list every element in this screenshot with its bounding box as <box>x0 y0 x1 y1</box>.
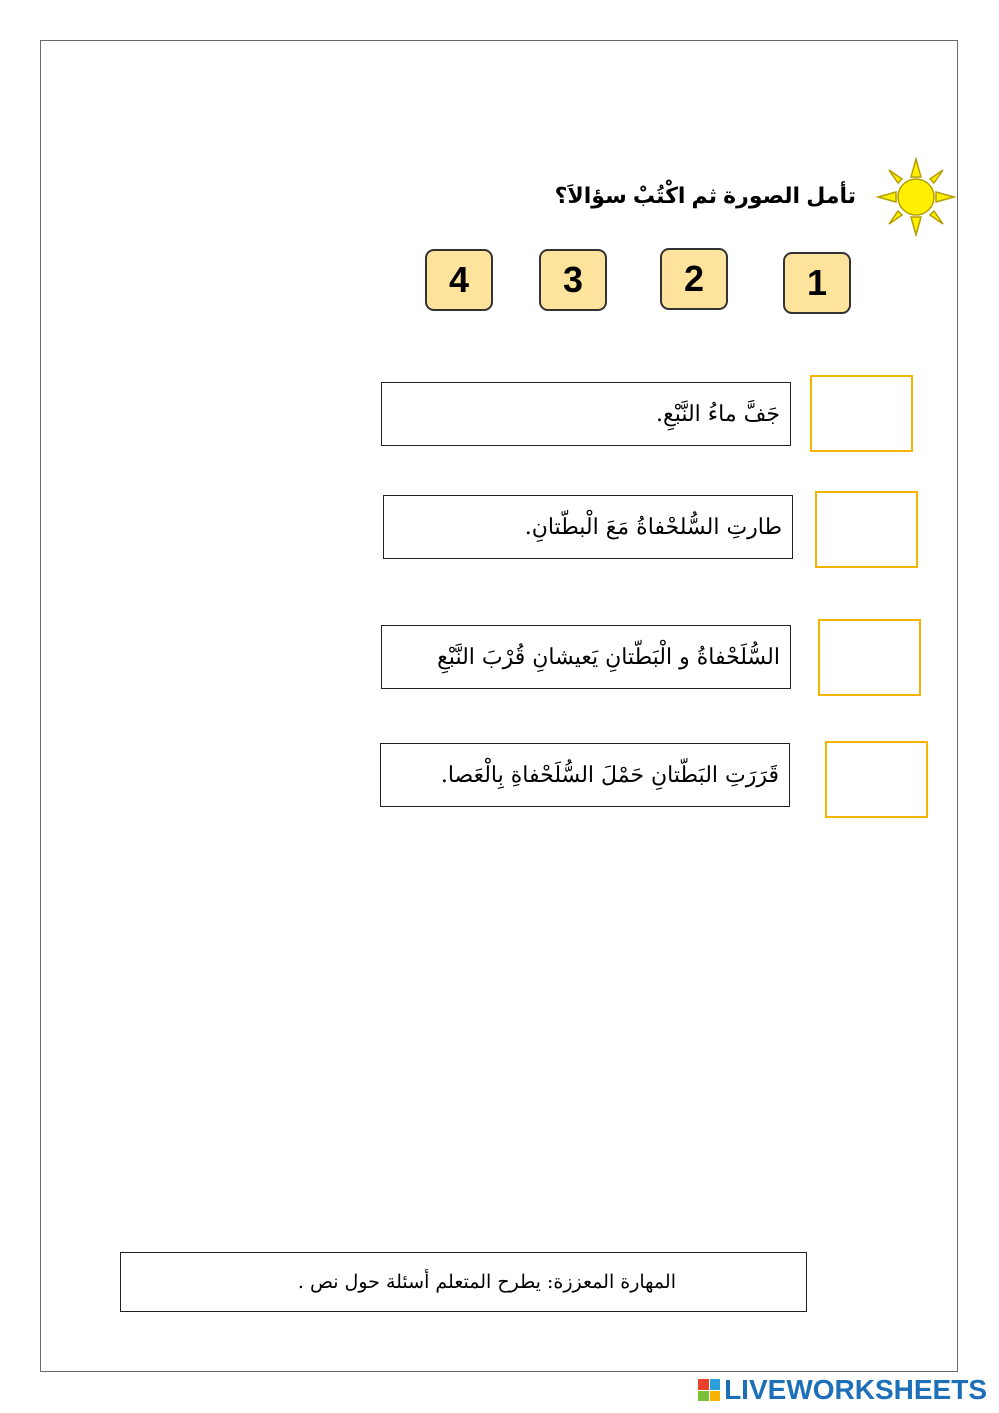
page-title: تأمل الصورة ثم اكْتُبْ سؤالاَ؟ <box>554 183 856 208</box>
logo-mark-icon <box>698 1379 720 1401</box>
answer-box-3[interactable] <box>818 619 921 696</box>
number-button-1[interactable]: 1 <box>783 252 851 314</box>
number-button-3[interactable]: 3 <box>539 249 607 311</box>
answer-box-1[interactable] <box>810 375 913 452</box>
skill-note: المهارة المعززة: يطرح المتعلم أسئلة حول نص . <box>120 1252 807 1312</box>
sentence-4: قَرَرَتِ البَطّتانِ حَمْلَ السُّلَحْفاةِ بِالْعَصا. <box>380 743 790 807</box>
sun-icon <box>876 157 956 237</box>
liveworksheets-logo[interactable] <box>698 1373 987 1407</box>
answer-box-4[interactable] <box>825 741 928 818</box>
worksheet-frame <box>40 40 958 1372</box>
sentence-2: طارتِ السُّلحْفاةُ مَعَ الْبطّتانِ. <box>383 495 793 559</box>
sentence-3: السُّلَحْفاةُ و الْبَطّتانِ يَعيشانِ قُرْبَ النَّبْعِ <box>381 625 791 689</box>
number-button-4[interactable]: 4 <box>425 249 493 311</box>
logo-text: LIVEWORKSHEETS <box>724 1374 987 1405</box>
sentence-1: جَفَّ ماءُ النَّبْعِ. <box>381 382 791 446</box>
number-button-2[interactable]: 2 <box>660 248 728 310</box>
answer-box-2[interactable] <box>815 491 918 568</box>
